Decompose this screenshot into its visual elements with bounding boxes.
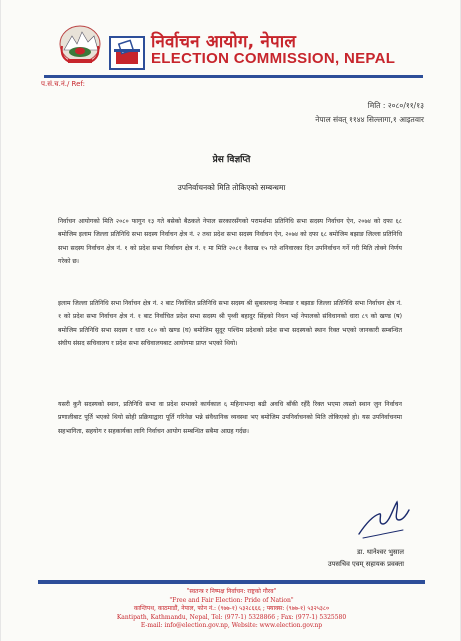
document-subject: उपनिर्वाचनको मिति तोकिएको सम्बन्धमा	[177, 183, 286, 192]
footer-address-english: Kantipath, Kathmandu, Nepal, Tel: (977-1) 5328866 ; Fax: (977-1) 5325580	[116, 613, 347, 621]
document-heading: प्रेस विज्ञप्ति	[212, 155, 251, 165]
letterhead	[1, 0, 461, 92]
commission-name-english: ELECTION COMMISSION, NEPAL	[151, 50, 396, 67]
signatory-name: डा. थानेश्वर भुसाल	[357, 548, 404, 556]
date-line: मिति : २०८०/११/१३	[367, 101, 424, 110]
nepal-emblem-icon	[58, 22, 102, 68]
footer-slogan-english: "Free and Fair Election: Pride of Nation"	[169, 596, 294, 604]
commission-name-nepali: निर्वाचन आयोग, नेपाल	[151, 32, 297, 52]
footer-address-nepali: कान्तिपथ, काठमाडौं, नेपाल, फोन नं.: (९७७-१) ५३२८६६६ ; फ्याक्स: (९७७-१) ५३२५३८०	[133, 605, 330, 613]
letterhead-footer	[1, 588, 461, 631]
footer-contact: E-mail: info@election.gov.np, Website: www.election.gov.np	[140, 622, 323, 630]
reference-label: प.सं.च.नं./ Ref:	[41, 80, 85, 88]
election-commission-logo-icon	[109, 36, 145, 74]
header-divider	[44, 75, 423, 78]
handwritten-signature	[353, 494, 413, 546]
signatory-block	[328, 546, 404, 570]
nepal-sambat-date: नेपाल संवत् ११४४ सिल्लागा,१ आइतवार	[315, 115, 424, 124]
body-paragraph: इलाम जिल्ला प्रतिनिधि सभा निर्वाचन क्षेत्र नं. २ बाट निर्वाचित प्रतिनिधि सभा सदस्य श्री सुबासचन्द्र नेम्बाङ र बझाङ जिल्ला प्रतिनिधि सभा निर्वाचन क्षेत्र नं. १ को प्रदेश सभा निर्वाचन क्षेत्र नं. १ बाट निर्वाचित प्रदेश सभा सदस्य श्री पृथ्वी बहादुर सिंहको निधन भई नेपालको संविधानको धारा ८९ को खण्ड (ष) बमोजिम प्रतिनिधि सभा सदस्य र धारा १८० को खण्ड (घ) बमोजिम सुदूर पश्चिम प्रदेशको प्रदेश सभा सदस्यको स्थान रिक्त भएको जानकारी सम्बन्धित संघीय संसद सचिवालय र प्रदेश सभा सचिवालयबाट आयोगमा प्राप्त भएको थियो।	[58, 300, 402, 347]
signatory-title: उपसचिव एवम् सहायक प्रवक्ता	[327, 560, 404, 568]
footer-divider	[38, 580, 425, 584]
footer-slogan-nepali: "स्वतन्त्र र निष्पक्ष निर्वाचन: राष्ट्रको गौरव"	[186, 588, 277, 595]
body-paragraph: यसरी कुनै सदस्यको स्थान, प्रतिनिधि सभा वा प्रदेश सभाको कार्यकाल ६ महिनाभन्दा बढी अवधि बाँकी रहँदै रिक्त भएमा त्यस्तो स्थान जुन निर्वाचन प्रणालीबाट पूर्ति भएको थियो सोही प्रक्रियाद्वारा पूर्ति गरिनेछ भन्ने संवैधानिक व्यवस्था भए बमोजिम उपनिर्वाचनको मिति तोकिएको हो। यस उपनिर्वाचनमा सहभागिता, सहयोग र सहकार्यका लागि निर्वाचन आयोग सम्बन्धित सबैमा आग्रह गर्दछ।	[58, 401, 402, 435]
body-paragraph: निर्वाचन आयोगको मिति २०८० फागुन १३ गते बसेको बैठकले नेपाल सरकारसँगको परामर्शमा प्रतिनिधि सभा सदस्य निर्वाचन ऐन, २०७४ को दफा ६८ बमोजिम इलाम जिल्ला प्रतिनिधि सभा सदस्य निर्वाचन क्षेत्र नं. २ तथा प्रदेश सभा सदस्य निर्वाचन ऐन, २०७४ को दफा ६८ बमोजिम बझाङ जिल्ला प्रतिनिधि सभा सदस्य निर्वाचन क्षेत्र नं. १ को प्रदेश सभा निर्वाचन क्षेत्र नं. १ मा मिति २०८१ वैशाख १५ गते शनिवारका दिन उपनिर्वाचन गर्ने गरी मिति तोक्ने निर्णय गरेको छ।	[58, 218, 402, 265]
